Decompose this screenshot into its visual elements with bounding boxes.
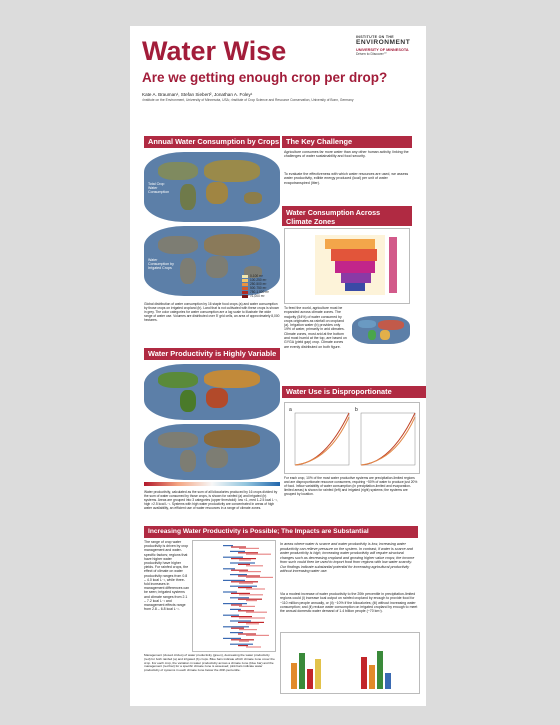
variable-caption: Water productivity, calculated as the sum of all kilocalories produced by 16 crops divided by the sum of water consumed by those crops, is shown for rainfed (a) and irrigated (b) systems. Areas are grouped into 3 categories (upper threshold): low <1, med 1-2.5 kcal L⁻¹, high >2.5 kcal L⁻¹. Systems with high water productivity are concentrated in areas of high water availability, an efficient use of water resources in a range of climate zones. bbox=[144, 490, 278, 510]
climate-text: To feed the world, agriculture must be expanded across climate zones. The majority (54%) of water consumed by crops originates as rainfall on cropland (a). Irrigation water (b) provides only 19% of water, primarily in arid climates. Climate zones, most arid at the bottom and most humid at the top, are based on GYGA (yield gap) crop. Climate zones are evenly distributed on both figure. bbox=[284, 306, 347, 349]
map-land-eurasia bbox=[204, 234, 260, 256]
heatmap-cell bbox=[331, 249, 377, 261]
management-bar bbox=[230, 609, 241, 610]
legend-item: 100-250 m³ bbox=[242, 278, 282, 282]
management-bar bbox=[239, 617, 265, 618]
map-land-australia bbox=[244, 192, 262, 204]
management-bar bbox=[238, 633, 256, 634]
map-land bbox=[158, 432, 198, 448]
legend-item: 500-750 m³ bbox=[242, 286, 282, 290]
logo-line2: ENVIRONMENT bbox=[356, 39, 411, 46]
map-land-eurasia bbox=[204, 160, 260, 182]
management-bar bbox=[231, 570, 248, 571]
affiliation: ¹Institute on the Environment, University of Minnesota, USA; ²Institute of Crop Science and Resource Conservation, University of Bonn, Germany bbox=[142, 98, 354, 102]
legend-item: 0-100 m³ bbox=[242, 274, 282, 278]
management-bar bbox=[230, 574, 247, 575]
heatmap-cell bbox=[345, 283, 365, 291]
management-bar bbox=[230, 644, 253, 645]
map-land bbox=[180, 450, 196, 472]
management-bar bbox=[246, 646, 261, 647]
map-b-label: b bbox=[146, 228, 149, 234]
management-bar bbox=[246, 554, 271, 555]
management-bar bbox=[238, 599, 262, 600]
climate-zone-map bbox=[352, 316, 410, 344]
map-land-sa bbox=[180, 184, 196, 210]
heatmap-cell bbox=[335, 261, 375, 273]
map-land bbox=[204, 430, 260, 448]
management-bar bbox=[231, 546, 246, 547]
map-land bbox=[206, 388, 228, 408]
legend-item: 750-1,000 m³ bbox=[242, 290, 282, 294]
consumption-legend bbox=[242, 274, 282, 298]
panel-b-label: b bbox=[355, 407, 358, 413]
management-bar bbox=[239, 641, 249, 642]
poster bbox=[130, 26, 426, 706]
map-land bbox=[204, 370, 260, 388]
management-bar bbox=[231, 558, 256, 559]
management-bar bbox=[231, 616, 252, 617]
management-bar bbox=[223, 615, 239, 616]
map-land bbox=[380, 330, 390, 340]
management-bar bbox=[231, 628, 244, 629]
impact-bar-charts bbox=[280, 632, 420, 694]
section-header-possible: Increasing Water Productivity is Possible; The Impacts are Substantial bbox=[144, 526, 418, 538]
management-bar bbox=[238, 552, 258, 553]
management-bar bbox=[238, 587, 252, 588]
poster-title: Water Wise bbox=[142, 36, 287, 66]
management-bar bbox=[223, 638, 241, 639]
authors: Kate A. Brauman¹, Stefan Siebert², Jonathan A. Foley¹ bbox=[142, 92, 253, 97]
map-a-caption: Total Crop Water Consumption bbox=[148, 182, 170, 194]
management-bar bbox=[239, 559, 251, 560]
management-bar bbox=[231, 593, 250, 594]
management-bar bbox=[238, 622, 264, 623]
management-bar bbox=[246, 623, 259, 624]
map-a-label: a bbox=[146, 154, 149, 160]
management-bar bbox=[223, 591, 237, 592]
management-bar bbox=[238, 575, 260, 576]
heatmap-cell bbox=[341, 273, 371, 283]
management-bar bbox=[230, 586, 257, 587]
section-header-variable: Water Productivity is Highly Variable bbox=[144, 348, 280, 360]
impact-chart-svg bbox=[281, 633, 419, 693]
panel-a-label: a bbox=[289, 407, 292, 413]
management-bar bbox=[239, 571, 261, 572]
map-land bbox=[378, 320, 404, 330]
map-land bbox=[158, 372, 198, 388]
impact-bar bbox=[291, 663, 297, 689]
map-b-caption: Water Consumption by Irrigated Crops bbox=[148, 258, 174, 270]
map-land-sa bbox=[180, 258, 196, 284]
management-bar bbox=[239, 548, 259, 549]
impact-bar bbox=[315, 659, 321, 689]
impact-bar bbox=[361, 657, 367, 689]
possible-left-text: The range of crop water productivity is driven by crop management and water-specific factors; regions that have higher water productivity have higher yields. For rainfed crops, the effect of climate on water productivity ranges from 0.8 – 4.0 kcal L⁻¹, while three-fold increases in management differences can be seen; irrigated systems and climate ranges from 2.1 – 7.2 kcal L⁻¹ and management effects range from 2.8 – 6.8 kcal L⁻¹. bbox=[144, 540, 190, 612]
curve-b-1 bbox=[361, 413, 415, 465]
management-bar bbox=[223, 557, 243, 558]
impact-bar bbox=[299, 653, 305, 689]
heatmap-cell bbox=[325, 239, 375, 249]
disproportionate-caption: For each crop, 10% of the most water productive systems are precipitation-limited regions and are disproportionate resource consumers, requiring ~50% of water to produce just 20% of food. Inflow variability of water consumption (in precipitation-limited and evaporation-limited areas) is shown for rainfed (left) and irrigated (right) systems; the systems are grouped by location. bbox=[284, 476, 418, 496]
cumulative-curves bbox=[284, 402, 420, 474]
map-land-africa bbox=[206, 256, 228, 278]
management-bar bbox=[246, 635, 269, 636]
map-land-africa bbox=[206, 182, 228, 204]
management-bar bbox=[230, 562, 255, 563]
section-header-key: The Key Challenge bbox=[282, 136, 412, 148]
management-bar bbox=[223, 626, 249, 627]
curves-svg bbox=[285, 403, 419, 473]
logo-line4: Driven to Discover℠ bbox=[356, 52, 388, 56]
map-land bbox=[358, 320, 376, 328]
management-bar bbox=[230, 551, 245, 552]
climate-heatmap bbox=[284, 228, 410, 304]
management-bar bbox=[246, 612, 267, 613]
management-bar bbox=[239, 606, 255, 607]
management-bar bbox=[231, 639, 254, 640]
logo-line1: INSTITUTE ON THE bbox=[356, 35, 394, 39]
map-land-na bbox=[158, 162, 198, 180]
key-text-1: Agriculture consumes far more water than any other human activity, linking the challenges of water sustainability and food security. bbox=[284, 150, 409, 159]
management-bar bbox=[223, 580, 245, 581]
impact-bar bbox=[377, 651, 383, 689]
impact-bar bbox=[369, 665, 375, 689]
curve-b-2 bbox=[361, 417, 415, 465]
map-land bbox=[206, 448, 228, 468]
management-bar bbox=[230, 597, 249, 598]
map-productivity-rainfed bbox=[144, 364, 280, 420]
management-bar bbox=[239, 629, 257, 630]
heatmap-sidebar bbox=[389, 237, 397, 293]
management-bar bbox=[246, 600, 257, 601]
management-bar bbox=[223, 603, 247, 604]
annual-caption: Global distribution of water consumption by 16 staple food crops (a) and water consumption by those crops on irrigated cropland (b). Land that is not cultivated with these crops is shown in grey. The color categories for water consumption are a log scale to illustrate the wide range of water use. Volumes are distributed over 5' grid cells, an area of approximately 8,000 hectares. bbox=[144, 302, 280, 322]
impact-bar bbox=[385, 673, 391, 689]
possible-right-text: In areas where water is scarce and water productivity is low, increasing water productivity can relieve pressure on the system. In contrast, if water is scarce and water productivity is high, increasing water productivity will require structural changes such as decreasing cropland and growing higher value crops; the income from such could then be used to import food from regions with low water scarcity. Our findings indicate substantial potential for increasing agricultural productivity without increasing water use. bbox=[280, 542, 415, 573]
curve-a-2 bbox=[295, 417, 349, 465]
management-bar bbox=[246, 588, 265, 589]
institute-logo bbox=[356, 35, 418, 56]
legend-item: >1,000 m³ bbox=[242, 294, 282, 298]
management-bar bbox=[223, 568, 235, 569]
management-bar bbox=[239, 594, 263, 595]
management-bar bbox=[239, 583, 253, 584]
panel-b-frame bbox=[361, 413, 415, 465]
management-bar bbox=[246, 565, 263, 566]
management-bar bbox=[238, 645, 248, 646]
section-header-climate: Water Consumption Across Climate Zones bbox=[282, 206, 412, 226]
management-bar bbox=[230, 620, 251, 621]
management-bar bbox=[238, 564, 250, 565]
section-header-annual: Annual Water Consumption by Crops bbox=[144, 136, 280, 148]
management-bar bbox=[223, 545, 233, 546]
map-land-na bbox=[158, 236, 198, 254]
key-text-2: To evaluate the effectiveness with which water resources are used, we assess water productivity, edible energy produced (kcal) per unit of water evapotranspired (liter). bbox=[284, 172, 409, 185]
management-bar bbox=[231, 581, 258, 582]
productivity-colorbar bbox=[144, 482, 280, 486]
map-land bbox=[180, 390, 196, 412]
panel-a-frame bbox=[295, 413, 349, 465]
management-bar bbox=[231, 604, 242, 605]
curve-a-1 bbox=[295, 413, 349, 465]
possible-right-text-2: Via a modest increase of water productivity to the 20th percentile in precipitation-limited regions could (i) increase kcal output on rainfed cropland by enough to provide food for ~110 million people annually, or (ii) ~10% if the kilocalories; (iii) without increasing water consumption; and (ii) reduce water consumption on irrigated cropland by enough to meet the annual domestic water demand of 1.4 billion people (~70 km³). bbox=[280, 592, 418, 614]
logo-line3: UNIVERSITY OF MINNESOTA bbox=[356, 48, 409, 52]
poster-subtitle: Are we getting enough crop per drop? bbox=[142, 70, 388, 85]
management-bar bbox=[238, 610, 254, 611]
climate-heatmap-svg bbox=[285, 229, 409, 303]
management-bar bbox=[230, 632, 243, 633]
management-chart-svg bbox=[193, 541, 275, 651]
possible-footer: Management (closed circles) of water productivity (green), decreasing the water productivity (red) for both rainfed (a) and irrigated (b) crops. Blue bars indicate which climate zone cover the crop. For each crop, the variation in water productivity across a climate zone (blue bar) and the management (red bar) for a specific climate zone is assessed; pink bars indicate water productivity of systems in each climate zone below the 20th percentile. bbox=[144, 653, 275, 673]
map-productivity-irrigated bbox=[144, 424, 280, 480]
map-land bbox=[368, 330, 376, 340]
management-bar bbox=[246, 577, 273, 578]
impact-bar bbox=[307, 669, 313, 689]
legend-item: 250-500 m³ bbox=[242, 282, 282, 286]
management-bar-chart bbox=[192, 540, 276, 652]
section-header-disproportionate: Water Use is Disproportionate bbox=[282, 386, 426, 398]
